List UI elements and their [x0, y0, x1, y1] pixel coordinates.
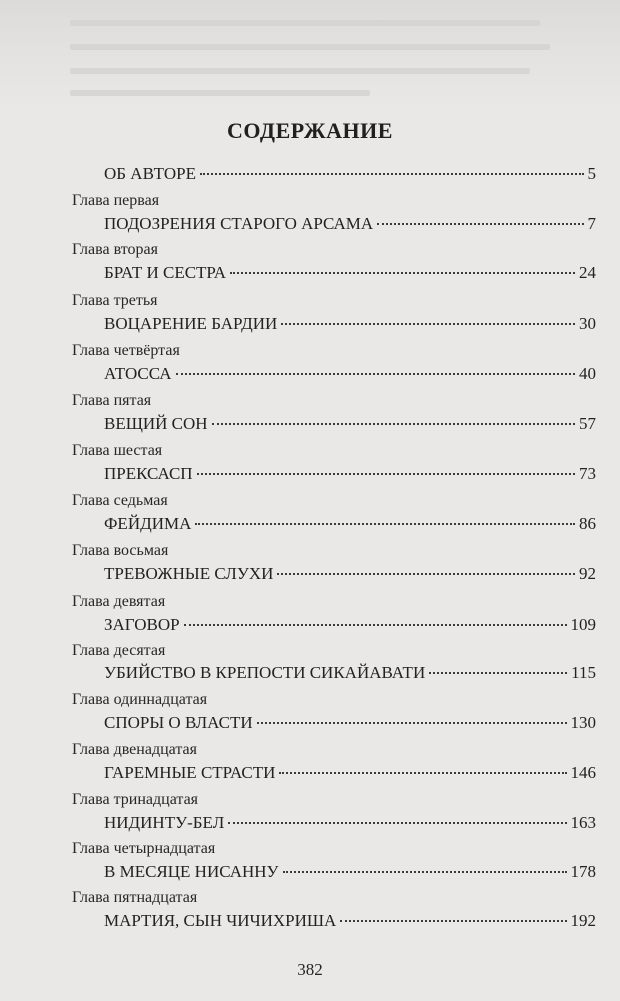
toc-entry[interactable] [104, 513, 596, 535]
dot-leader [283, 871, 567, 873]
toc-entry-name: МАРТИЯ, СЫН ЧИЧИХРИША [104, 911, 337, 930]
dot-leader [429, 672, 567, 674]
dot-leader [277, 573, 575, 575]
toc-entry-page: 40 [579, 364, 596, 383]
chapter-label: Глава пятая [72, 392, 152, 409]
toc-entry[interactable] [104, 313, 596, 335]
toc-entry[interactable] [104, 614, 596, 636]
toc-entry-name: БРАТ И СЕСТРА [104, 263, 226, 282]
toc-entry-name: В МЕСЯЦЕ НИСАННУ [104, 862, 279, 881]
toc-entry-page: 192 [570, 911, 596, 930]
page-title: СОДЕРЖАНИЕ [227, 118, 393, 143]
toc-entry-name: АТОССА [104, 364, 172, 383]
chapter-label: Глава вторая [72, 241, 158, 258]
toc-entry-page: 130 [570, 713, 596, 732]
chapter-label: Глава тринадцатая [72, 791, 199, 808]
dot-leader [195, 523, 575, 525]
toc-entry-page: 30 [579, 314, 596, 333]
toc-entry-page: 24 [579, 263, 596, 282]
toc-entry-page: 57 [579, 414, 596, 433]
toc-entry-page: 7 [587, 214, 596, 233]
toc-entry-page: 92 [579, 564, 596, 583]
dot-leader [281, 323, 575, 325]
toc-entry[interactable] [104, 213, 596, 235]
toc-entry[interactable] [104, 262, 596, 284]
toc-entry-page: 73 [579, 464, 596, 483]
chapter-label: Глава четырнадцатая [72, 840, 216, 857]
toc-entry-page: 163 [570, 813, 596, 832]
toc-entry-name: ВОЦАРЕНИЕ БАРДИИ [104, 314, 278, 333]
dot-leader [279, 772, 566, 774]
toc-entry-name: ГАРЕМНЫЕ СТРАСТИ [104, 763, 276, 782]
toc-entry-page: 178 [570, 862, 596, 881]
dot-leader [340, 920, 566, 922]
toc-entry[interactable] [104, 712, 596, 734]
dot-leader [197, 473, 575, 475]
toc-entry[interactable] [104, 910, 596, 932]
chapter-label: Глава девятая [72, 593, 166, 610]
dot-leader [228, 822, 566, 824]
chapter-label: Глава первая [72, 192, 160, 209]
dot-leader [257, 722, 567, 724]
chapter-label: Глава десятая [72, 642, 166, 659]
dot-leader [230, 272, 575, 274]
toc-entry-about-author[interactable] [104, 163, 596, 185]
chapter-label: Глава одиннадцатая [72, 691, 208, 708]
dot-leader [176, 373, 575, 375]
toc-entry[interactable] [104, 363, 596, 385]
toc-entry[interactable] [104, 762, 596, 784]
dot-leader [377, 223, 583, 225]
toc-entry-name: УБИЙСТВО В КРЕПОСТИ СИКАЙАВАТИ [104, 663, 426, 682]
dot-leader [200, 173, 584, 175]
toc-entry-name: ПРЕКСАСП [104, 464, 193, 483]
chapter-label: Глава восьмая [72, 542, 169, 559]
toc-entry[interactable] [104, 812, 596, 834]
toc-entry-page: 146 [570, 763, 596, 782]
toc-entry-name: ПОДОЗРЕНИЯ СТАРОГО АРСАМА [104, 214, 374, 233]
toc-entry[interactable] [104, 413, 596, 435]
toc-entry-name: НИДИНТУ-БЕЛ [104, 813, 225, 832]
toc-entry-name: ОБ АВТОРЕ [104, 164, 196, 183]
toc-entry[interactable] [104, 563, 596, 585]
toc-entry-name: ТРЕВОЖНЫЕ СЛУХИ [104, 564, 274, 583]
chapter-label: Глава седьмая [72, 492, 168, 509]
chapter-label: Глава четвёртая [72, 342, 180, 359]
toc-entry-name: ЗАГОВОР [104, 615, 180, 634]
toc-entry-page: 86 [579, 514, 596, 533]
toc-entry-name: ВЕЩИЙ СОН [104, 414, 208, 433]
toc-entry[interactable] [104, 662, 596, 684]
page-number: 382 [297, 960, 323, 979]
chapter-label: Глава шестая [72, 442, 163, 459]
toc-entry-page: 5 [587, 164, 596, 183]
toc-entry-page: 109 [570, 615, 596, 634]
chapter-label: Глава двенадцатая [72, 741, 197, 758]
toc-entry-name: СПОРЫ О ВЛАСТИ [104, 713, 253, 732]
toc-entry-page: 115 [571, 663, 596, 682]
dot-leader [212, 423, 575, 425]
chapter-label: Глава третья [72, 292, 158, 309]
dot-leader [184, 624, 567, 626]
toc-entry[interactable] [104, 463, 596, 485]
toc-entry[interactable] [104, 861, 596, 883]
chapter-label: Глава пятнадцатая [72, 889, 198, 906]
toc-entry-name: ФЕЙДИМА [104, 514, 192, 533]
